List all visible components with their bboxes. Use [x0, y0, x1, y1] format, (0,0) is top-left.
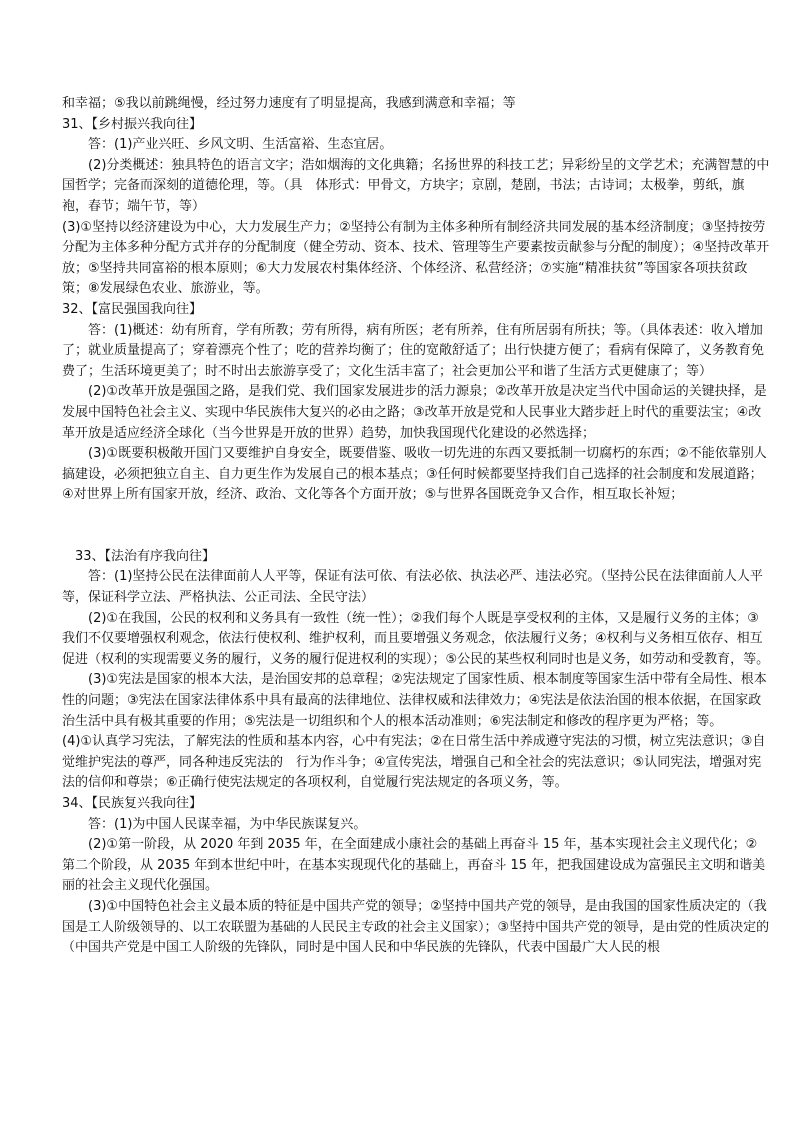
- paragraph: 和幸福；⑤我以前跳绳慢，经过努力速度有了明显提高，我感到满意和幸福；等: [62, 96, 516, 111]
- paragraph: 答：(1)概述：幼有所育，学有所教；劳有所得，病有所医；老有所养，住有所居弱有所扶；等。（具体表述：收入增加了；就业质量提高了；穿着漂亮个性了；吃的营养均衡了；住的宽敞舒适了；出行快捷方便了；看病有保障了，义务教育免费了；生活环境更美了；时不时出去旅游享受了；文化生活丰富了；社会更加公平和谐了生活方式更健康了；等）: [62, 322, 765, 379]
- paragraph: (3)①坚持以经济建设为中心，大力发展生产力；②坚持公有制为主体多种所有制经济共同发展的基本经济制度；③坚持按劳分配为主体多种分配方式并存的分配制度（健全劳动、资本、技术、管理等生产要素按贡献参与分配的制度）；④坚持改革开放；⑤坚持共同富裕的根本原则；⑥大力发展农村集体经济、个体经济、私营经济；⑦实施“精准扶贫”等国家各项扶贫政策；⑧发展绿色农业、旅游业，等。: [62, 219, 770, 297]
- section-heading: 31、【乡村振兴我向往】: [62, 116, 203, 132]
- paragraph: 答：(1)产业兴旺、乡风文明、生活富裕、生态宜居。: [88, 137, 393, 153]
- paragraph: 答：(1)为中国人民谋幸福，为中华民族谋复兴。: [88, 816, 367, 832]
- paragraph: (3)①宪法是国家的根本大法，是治国安邦的总章程；②宪法规定了国家性质、根本制度等国家生活中带有全局性、根本性的问题；③宪法在国家法律体系中具有最高的法律地位、法律权威和法律效力；④宪法是依法治国的根本依据，在国家政治生活中具有极其重要的作用；⑤宪法是一切组织和个人的根本活动准则；⑥宪法制定和修改的程序更为严格；等。: [62, 672, 767, 729]
- blank-gap: [62, 506, 770, 547]
- paragraph: (2)分类概述：独具特色的语言文字；浩如烟海的文化典籍；名扬世界的科技工艺；异彩纷呈的文学艺术；充满智慧的中国哲学；完备而深刻的道德伦理，等。（具 体形式：甲骨文，方块字；京剧，楚剧，书法；古诗词；太极拳，剪纸，旗袍，春节；端午节，等）: [62, 157, 770, 214]
- section-heading: 33、【法治有序我向往】: [75, 548, 216, 564]
- section-heading: 34、【民族复兴我向往】: [62, 796, 203, 811]
- paragraph: (2)①第一阶段，从 2020 年到 2035 年，在全面建成小康社会的基础上再奋斗 15 年，基本实现社会主义现代化；②第二个阶段，从 2035 年到本世纪中叶，在基本实现现代化的基础上，再奋斗 15 年，把我国建设成为富强民主文明和谐美丽的社会主义现代化强国。: [62, 837, 766, 894]
- paragraph: (4)①认真学习宪法，了解宪法的性质和基本内容，心中有宪法；②在日常生活中养成遵守宪法的习惯，树立宪法意识；③自觉维护宪法的尊严，同各种违反宪法的 行为作斗争；④宣传宪法，增强自己和全社会的宪法意识；⑤认同宪法，增强对宪法的信仰和尊崇；⑥正确行使宪法规定的各项权利，自觉履行宪法规定的各项义务，等。: [62, 734, 766, 791]
- paragraph: (2)①在我国，公民的权利和义务具有一致性（统一性）；②我们每个人既是享受权利的主体，又是履行义务的主体；③我们不仅要增强权利观念，依法行使权利、维护权利，而且要增强义务观念，依法履行义务；④权利与义务相互依存、相互促进（权利的实现需要义务的履行，义务的履行促进权利的实现）；⑤公民的某些权利同时也是义务，如劳动和受教育，等。: [62, 610, 770, 667]
- section-heading: 32、【富民强国我向往】: [62, 301, 203, 317]
- paragraph: (3)①中国特色社会主义最本质的特征是中国共产党的领导；②坚持中国共产党的领导，是由我国的国家性质决定的（我国是工人阶级领导的、以工农联盟为基础的人民民主专政的社会主义国家）；③坚持中国共产党的领导，是由党的性质决定的（中国共产党是中国工人阶级的先锋队，同时是中国人民和中华民族的先锋队，代表中国最广大人民的根: [62, 898, 770, 956]
- paragraph: (2)①改革开放是强国之路，是我们党、我们国家发展进步的活力源泉；②改革开放是决定当代中国命运的关键抉择，是发展中国特色社会主义、实现中华民族伟大复兴的必由之路；③改革开放是党和人民事业大踏步赶上时代的重要法宝；④改革开放是适应经济全球化（当今世界是开放的世界）趋势，加快我国现代化建设的必然选择；: [62, 384, 767, 441]
- paragraph: 答：(1)坚持公民在法律面前人人平等，保证有法可依、有法必依、执法必严、违法必究。（坚持公民在法律面前人人平等，保证科学立法、严格执法、公正司法、全民守法）: [62, 569, 763, 606]
- paragraph: (3)①既要积极敞开国门又要维护自身安全，既要借鉴、吸收一切先进的东西又要抵制一切腐朽的东西；②不能依靠别人搞建设，必须把独立自主、自力更生作为发展自己的根本基点；③任何时候都要坚持我们自己选择的社会制度和发展道路；④对世界上所有国家开放，经济、政治、文化等各个方面开放；⑤与世界各国既竞争又合作，相互取长补短；: [62, 446, 767, 503]
- document-page: [62, 94, 770, 959]
